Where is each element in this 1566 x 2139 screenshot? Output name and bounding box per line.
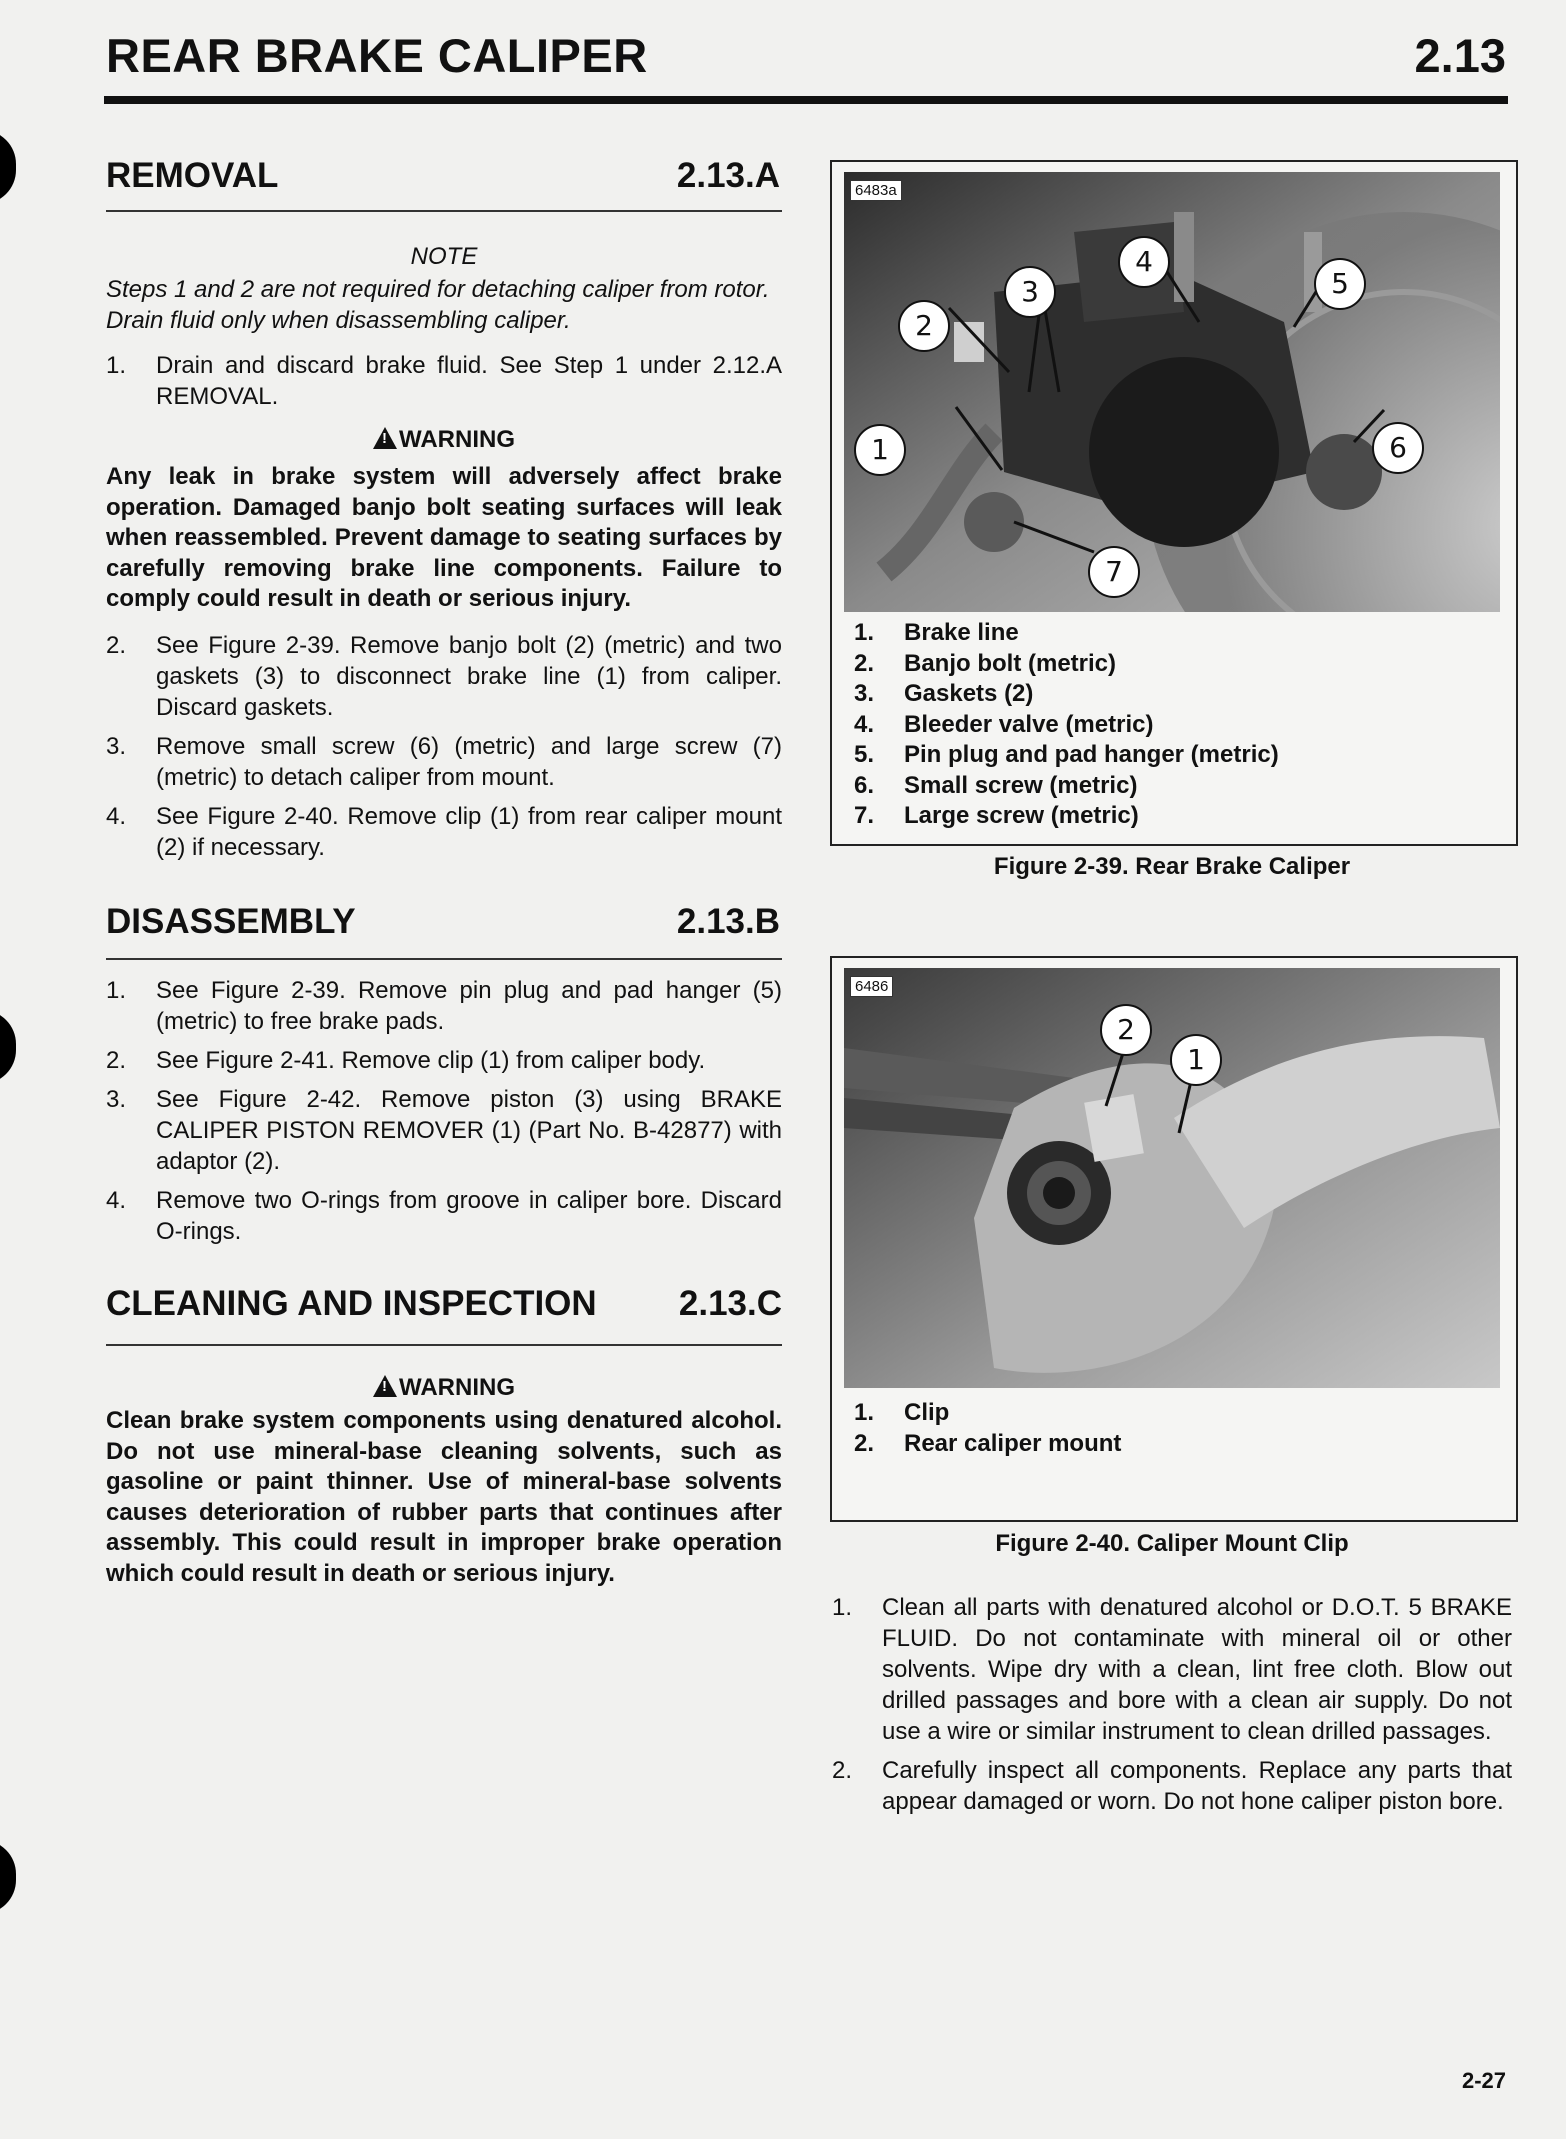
callout-4: 4: [1118, 236, 1170, 288]
cleaning-section-number: 2.13.C: [678, 1284, 782, 1323]
legend-row: [854, 771, 1279, 802]
legend-label: Small screw (metric): [904, 771, 1138, 799]
step-number: 3.: [106, 1086, 127, 1113]
callout-1: 1: [854, 424, 906, 476]
mount-clip-illustration: [844, 968, 1500, 1388]
caliper-photo: [844, 172, 1500, 612]
image-id: 6483a: [850, 180, 902, 201]
section-rule: [106, 1344, 782, 1346]
section-number: 2.13: [1414, 29, 1506, 82]
step-text: See Figure 2-42. Remove piston (3) using BRAKE CALIPER PISTON REMOVER (1) (Part No. B-42877) with adaptor (2).: [156, 1086, 782, 1175]
list-item: [106, 731, 782, 793]
list-item: [106, 350, 782, 412]
legend-label: Brake line: [904, 619, 1019, 646]
figure-2-39: [830, 160, 1518, 846]
legend-row: [854, 649, 1279, 680]
disassembly-section-number: 2.13.B: [676, 902, 780, 941]
section-rule: [106, 210, 782, 212]
warning-heading: [106, 1374, 782, 1402]
legend-row: [854, 679, 1279, 710]
removal-section-number: 2.13.A: [676, 156, 780, 195]
list-item: [832, 1755, 1512, 1817]
legend-number: 1.: [854, 619, 875, 646]
warning-icon: [373, 427, 397, 449]
removal-step-1-list: [106, 350, 782, 420]
step-text: Drain and discard brake fluid. See Step 1 under 2.12.A REMOVAL.: [156, 352, 782, 410]
removal-steps: [106, 630, 782, 871]
list-item: [832, 1592, 1512, 1747]
list-item: [106, 630, 782, 723]
legend-number: 3.: [854, 680, 875, 707]
figure-2-40: [830, 956, 1518, 1522]
figure-caption: Figure 2-39. Rear Brake Caliper: [993, 853, 1351, 880]
callout-1: 1: [1170, 1034, 1222, 1086]
legend-row: [854, 801, 1279, 832]
legend-label: Bleeder valve (metric): [904, 710, 1154, 738]
legend-row: [854, 1398, 1121, 1429]
legend-label: Gaskets (2): [904, 680, 1034, 707]
callout-7: 7: [1088, 546, 1140, 598]
step-text: Remove two O-rings from groove in caliper bore. Discard O-rings.: [156, 1187, 782, 1245]
caliper-illustration: [844, 172, 1500, 612]
callout-6: 6: [1372, 422, 1424, 474]
step-number: 3.: [106, 733, 127, 760]
legend-row: [854, 740, 1279, 771]
callout-5: 5: [1314, 258, 1366, 310]
callout-2: 2: [898, 300, 950, 352]
page-title: REAR BRAKE CALIPER: [106, 29, 648, 82]
step-text: See Figure 2-41. Remove clip (1) from caliper body.: [156, 1047, 706, 1074]
legend-label: Pin plug and pad hanger (metric): [904, 741, 1279, 768]
header-rule: [104, 96, 1508, 104]
step-number: 4.: [106, 1187, 127, 1214]
legend-number: 4.: [854, 710, 875, 738]
legend-number: 5.: [854, 741, 875, 768]
step-text: Clean all parts with denatured alcohol or D.O.T. 5 BRAKE FLUID. Do not contaminate with mineral oil or other solvents. Wipe dry with a clean, lint free cloth. Blow out drilled passages and bore with a clean air supply. Do not use a wire or similar instrument to clean drilled passages.: [882, 1594, 1512, 1745]
warning-icon: [373, 1375, 397, 1397]
step-number: 4.: [106, 803, 127, 830]
legend-number: 7.: [854, 802, 875, 829]
binder-hole: [0, 130, 16, 204]
figure-caption: Figure 2-40. Caliper Mount Clip: [995, 1530, 1349, 1557]
warning-text: Any leak in brake system will adversely affect brake operation. Damaged banjo bolt seating surfaces will leak when reassembled. Prevent damage to seating surfaces by carefully removing brake line components. Failure to comply could result in death or serious injury.: [106, 463, 782, 612]
legend-number: 2.: [854, 649, 875, 677]
list-item: [106, 801, 782, 863]
figure-legend: [854, 1398, 1121, 1459]
warning-text: Clean brake system components using denatured alcohol. Do not use mineral-base cleaning solvents, such as gasoline or paint thinner. Use of mineral-base solvents causes deterioration of rubber parts that continues after assembly. This could result in improper brake operation which could result in death or serious injury.: [106, 1407, 782, 1587]
legend-row: [854, 618, 1279, 649]
legend-number: 1.: [854, 1399, 875, 1426]
figure-legend: [854, 618, 1279, 832]
image-id: 6486: [850, 976, 893, 997]
page-number: 2-27: [1461, 2068, 1506, 2093]
legend-label: Clip: [904, 1399, 950, 1426]
mount-clip-photo: [844, 968, 1500, 1388]
binder-hole: [0, 1010, 16, 1084]
step-number: 2.: [106, 1047, 127, 1074]
step-number: 1.: [832, 1594, 853, 1621]
step-number: 1.: [106, 352, 127, 379]
section-rule: [106, 958, 782, 960]
list-item: [106, 1185, 782, 1247]
note-label: NOTE: [410, 243, 478, 270]
note-text: Steps 1 and 2 are not required for detaching caliper from rotor. Drain fluid only when disassembling caliper.: [106, 276, 770, 334]
cleaning-steps: [832, 1592, 1512, 1825]
list-item: [106, 1084, 782, 1177]
step-text: Carefully inspect all components. Replace any parts that appear damaged or worn. Do not hone caliper piston bore.: [882, 1757, 1512, 1815]
step-text: See Figure 2-39. Remove banjo bolt (2) (metric) and two gaskets (3) to disconnect brake line (1) from caliper. Discard gaskets.: [156, 632, 782, 721]
legend-row: [854, 1429, 1121, 1460]
step-text: See Figure 2-39. Remove pin plug and pad hanger (5) (metric) to free brake pads.: [156, 977, 782, 1035]
warning-label: WARNING: [399, 426, 515, 453]
warning-heading: [106, 426, 782, 454]
legend-label: Large screw (metric): [904, 802, 1139, 829]
legend-number: 6.: [854, 771, 875, 799]
disassembly-steps: [106, 975, 782, 1255]
step-text: Remove small screw (6) (metric) and large screw (7) (metric) to detach caliper from mount.: [156, 733, 782, 791]
callout-3: 3: [1004, 266, 1056, 318]
step-number: 2.: [106, 632, 127, 659]
list-item: [106, 1045, 782, 1076]
step-text: See Figure 2-40. Remove clip (1) from rear caliper mount (2) if necessary.: [156, 803, 782, 861]
legend-row: [854, 710, 1279, 741]
disassembly-heading: DISASSEMBLY: [106, 902, 356, 941]
cleaning-heading: CLEANING AND INSPECTION: [106, 1284, 597, 1323]
step-number: 2.: [832, 1757, 853, 1784]
removal-heading: REMOVAL: [106, 156, 279, 195]
list-item: [106, 975, 782, 1037]
legend-label: Banjo bolt (metric): [904, 649, 1117, 677]
legend-number: 2.: [854, 1429, 875, 1457]
step-number: 1.: [106, 977, 127, 1004]
warning-label: WARNING: [399, 1374, 515, 1401]
callout-2: 2: [1100, 1004, 1152, 1056]
legend-label: Rear caliper mount: [904, 1429, 1122, 1457]
binder-hole: [0, 1840, 16, 1914]
